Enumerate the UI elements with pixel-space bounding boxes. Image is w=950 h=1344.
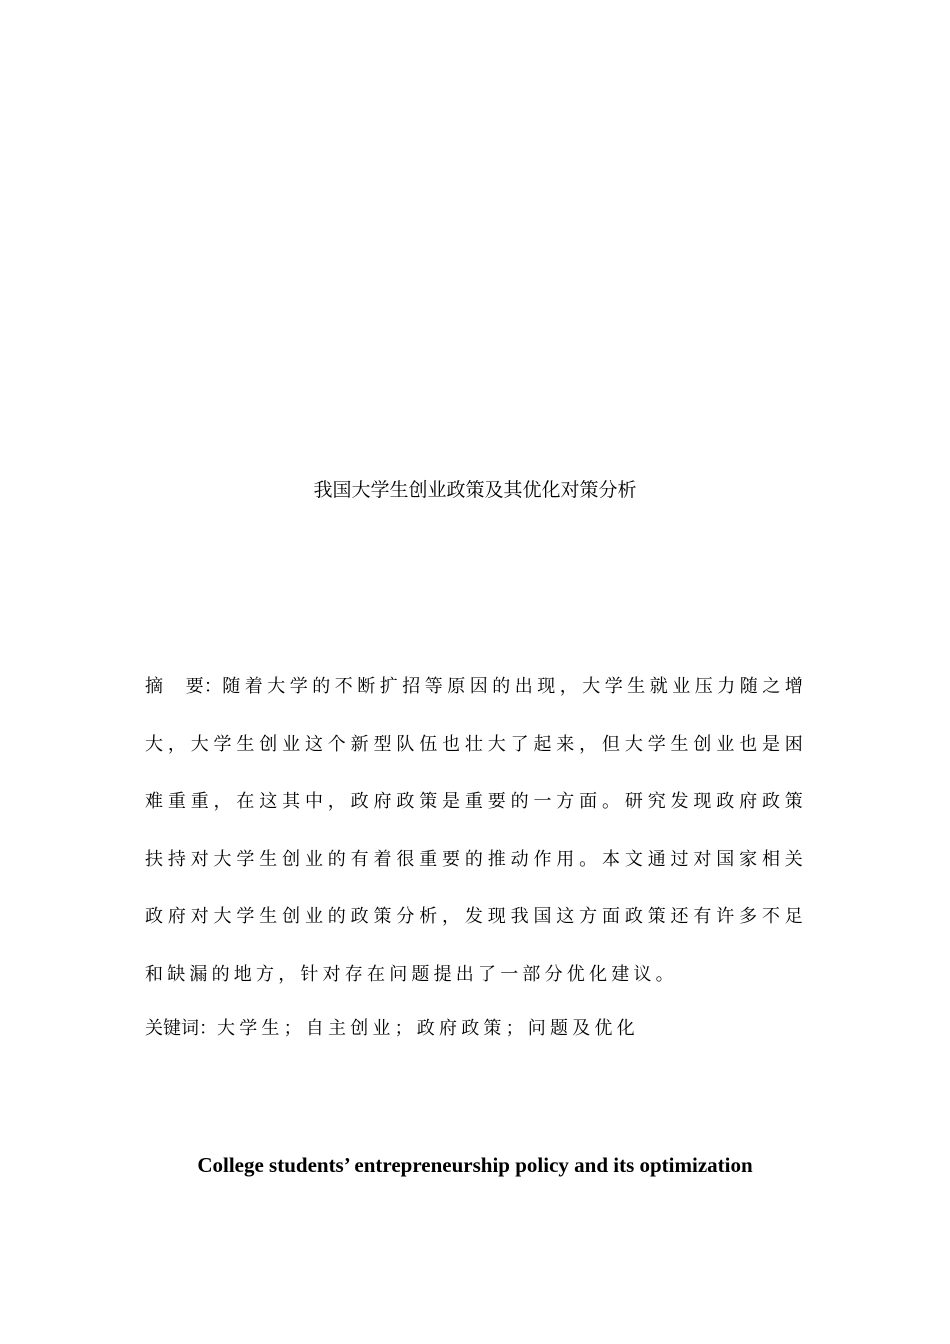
english-title: College students’ entrepreneurship policy and its optimization [197, 1153, 753, 1177]
keywords-line [145, 1012, 807, 1046]
abstract-label-char1: 摘 [145, 676, 164, 697]
abstract-label-char2: 要： [185, 676, 223, 697]
chinese-title: 我国大学生创业政策及其优化对策分析 [313, 479, 637, 501]
abstract-label [145, 676, 222, 697]
keywords-text: 大学生；自主创业；政府政策；问题及优化 [217, 1018, 639, 1039]
abstract-text: 随着大学的不断扩招等原因的出现，大学生就业压力随之增大，大学生创业这个新型队伍也壮大了起来，但大学生创业也是困难重重，在这其中，政府政策是重要的一方面。研究发现政府政策扶持对大学生创业的有着很重要的推动作用。本文通过对国家相关政府对大学生创业的政策分析，发现我国这方面政策还有许多不足和缺漏的地方，针对存在问题提出了一部分优化建议。 [145, 676, 808, 985]
keywords-label: 关键词： [145, 1018, 217, 1039]
abstract-paragraph [145, 658, 807, 1004]
